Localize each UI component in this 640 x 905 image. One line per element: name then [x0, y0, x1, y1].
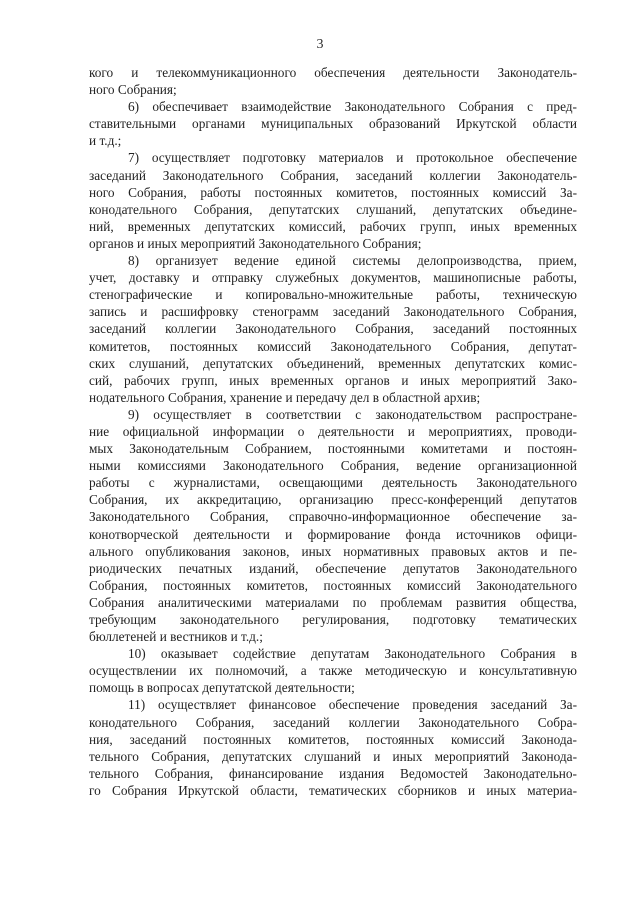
- text-line: ний, временных депутатских комиссий, рабочих групп, иных временных: [89, 218, 577, 234]
- text-line: ного Собрания;: [89, 82, 177, 98]
- text-line: конодательного Собрания, депутатских слушаний, депутатских объедине-: [89, 201, 577, 217]
- text-line: 9) осуществляет в соответствии с законодательством распростране-: [128, 406, 577, 422]
- text-line: го Собрания Иркутской области, тематических сборников и иных материа-: [89, 782, 577, 798]
- text-line: 8) организует ведение единой системы делопроизводства, прием,: [128, 253, 577, 269]
- text-line: тельного Собрания, депутатских слушаний и иных мероприятий Законода-: [89, 748, 577, 764]
- text-line: ного Собрания, работы постоянных комитетов, постоянных комиссий За-: [89, 184, 577, 200]
- text-line: стенографические и копировально-множительные работы, техническую: [89, 287, 577, 303]
- text-line: заседаний Законодательного Собрания, заседаний коллегии Законодатель-: [89, 167, 577, 183]
- text-line: 6) обеспечивает взаимодействие Законодательного Собрания с пред-: [128, 99, 577, 115]
- text-line: ального опубликования законов, иных нормативных правовых актов и пе-: [89, 543, 577, 559]
- text-line: требующим законодательного регулирования, подготовку тематических: [89, 612, 577, 627]
- text-line: сий, рабочих групп, иных временных органов и иных мероприятий Зако-: [89, 372, 577, 388]
- text-line: тельного Собрания, финансирование издания Ведомостей Законодательно-: [89, 765, 577, 781]
- text-line: 7) осуществляет подготовку материалов и протокольное обеспечение: [128, 150, 577, 166]
- text-line: комитетов, постоянных комиссий Законодательного Собрания, депутат-: [89, 338, 577, 354]
- document-body: [89, 64, 577, 799]
- text-line: учет, доставку и отправку служебных документов, машинописные работы,: [89, 270, 577, 286]
- text-line: Законодательного Собрания, справочно-информационное обеспечение за-: [89, 509, 577, 525]
- text-line: 10) оказывает содействие депутатам Законодательного Собрания в: [128, 646, 577, 662]
- text-line: конотворческой деятельности и формирование фонда источников офици-: [89, 526, 577, 542]
- text-line: кого и телекоммуникационного обеспечения деятельности Законодатель-: [89, 65, 577, 80]
- text-line: Собрания, их аккредитацию, организацию пресс-конференций депутатов: [89, 492, 577, 508]
- text-line: бюллетеней и вестников и т.д.;: [89, 629, 263, 645]
- text-line: и т.д.;: [89, 133, 122, 149]
- text-line: ния, заседаний постоянных комитетов, постоянных комиссий Законода-: [89, 731, 577, 747]
- text-line: нодательного Собрания, хранение и передачу дел в областной архив;: [89, 389, 481, 405]
- text-line: органов и иных мероприятий Законодательного Собрания;: [89, 235, 422, 251]
- text-line: ставительными органами муниципальных образований Иркутской области: [89, 116, 577, 132]
- page-number: 3: [316, 37, 324, 52]
- text-line: заседаний коллегии Законодательного Собрания, заседаний постоянных: [89, 321, 577, 337]
- text-line: Собрания аналитическими материалами по проблемам развития общества,: [89, 594, 577, 610]
- text-line: 11) осуществляет финансовое обеспечение проведения заседаний За-: [128, 697, 577, 713]
- text-line: помощь в вопросах депутатской деятельности;: [89, 680, 355, 696]
- text-line: работы с журналистами, освещающими деятельность Законодательного: [89, 475, 577, 491]
- text-line: ными комиссиями Законодательного Собрания, ведение организационной: [89, 458, 577, 474]
- text-line: ских слушаний, депутатских объединений, временных депутатских комис-: [89, 355, 577, 371]
- text-line: риодических печатных изданий, обеспечение депутатов Законодательного: [89, 560, 577, 576]
- text-line: Собрания, постоянных комитетов, постоянных комиссий Законодательного: [89, 577, 577, 593]
- text-line: запись и расшифровку стенограмм заседаний Законодательного Собрания,: [89, 304, 577, 320]
- text-line: осуществлении их полномочий, а также методическую и консультативную: [89, 663, 577, 679]
- text-line: ние официальной информации о деятельности и мероприятиях, проводи-: [89, 423, 577, 439]
- text-line: мых Законодательным Собранием, постоянными комитетами и постоян-: [89, 441, 577, 457]
- text-line: конодательного Собрания, заседаний коллегии Законодательного Собра-: [89, 714, 577, 730]
